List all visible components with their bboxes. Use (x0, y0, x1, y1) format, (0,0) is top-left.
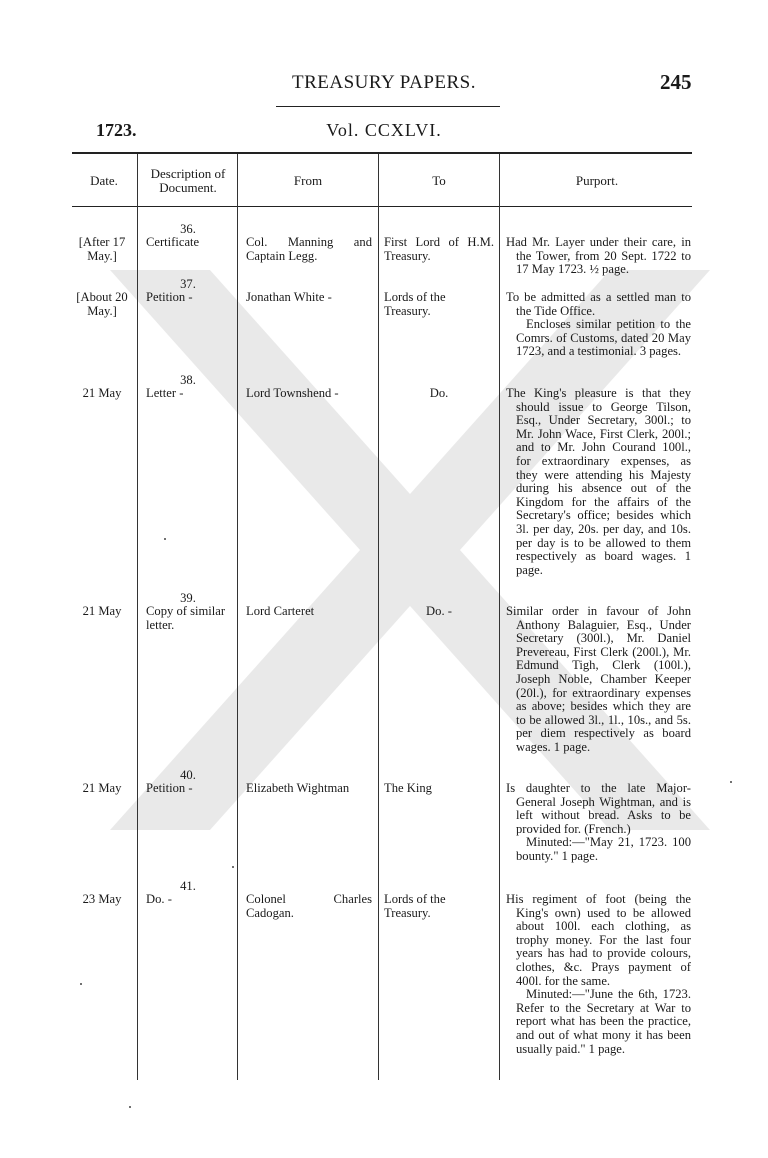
header-rule (276, 106, 500, 107)
scan-speck (730, 781, 732, 783)
entry-from: Jonathan White - (246, 290, 332, 304)
table-top-rule (72, 152, 692, 154)
entry-to: Lords of the Treasury. (384, 892, 446, 920)
entry-date: 21 May (82, 604, 122, 618)
entry-number: 41. (180, 879, 196, 893)
entry-from: Colonel Charles Cadogan. (246, 892, 372, 920)
year: 1723. (96, 120, 137, 140)
entry-purport (506, 782, 691, 864)
entry-number: 38. (180, 373, 196, 387)
purport-paragraph: The King's pleasure is that they should issue to George Tilson, Esq., Under Secretary, 300l.; to Mr. John Wace, First Clerk, 200l.; and to Mr. John Courand 100l., for extraordinary expenses, as they were attending his Majesty during his absence out of the Kingdom for the affairs of the Secretary's office; besides which 3l. per day, 20s. per day, and 10s. per day is to be allowed to them respectively as board wages. 1 page. (506, 386, 691, 577)
purport-paragraph: To be admitted as a settled man to the Tide Office. (506, 290, 691, 318)
table-head-rule (72, 206, 692, 207)
entry-description: Certificate (146, 235, 200, 249)
entry-date: [About 20 May.] (76, 290, 128, 318)
entry-description: Letter - (146, 386, 184, 400)
entry-number: 37. (180, 277, 196, 291)
entry-to: Do. (429, 386, 449, 400)
column-header-description: Description of Document. (150, 166, 226, 195)
column-divider (137, 154, 138, 1080)
entry-purport (506, 291, 691, 359)
page-number: 245 (660, 70, 692, 94)
entry-date: 21 May (82, 386, 122, 400)
scan-speck (129, 1106, 131, 1108)
volume: Vol. CCXLVI. (326, 120, 442, 140)
purport-paragraph: Minuted:—"May 21, 1723. 100 bounty." 1 page. (516, 835, 691, 863)
scan-speck (80, 983, 82, 985)
purport-paragraph: Had Mr. Layer under their care, in the Tower, from 20 Sept. 1722 to 17 May 1723. ½ page. (506, 235, 691, 277)
entry-description: Do. - (146, 892, 172, 906)
column-header-date: Date. (90, 173, 118, 188)
column-divider (237, 154, 238, 1080)
column-header-to: To (432, 173, 446, 188)
entry-to: First Lord of H.M. Treasury. (384, 235, 494, 263)
entry-number: 40. (180, 768, 196, 782)
running-title: TREASURY PAPERS. (292, 72, 476, 93)
purport-paragraph: Encloses similar petition to the Comrs. of Customs, dated 20 May 1723, and a testimonial. 3 pages. (516, 317, 691, 359)
entry-date: 23 May (82, 892, 122, 906)
entry-purport (506, 236, 691, 277)
purport-paragraph: Is daughter to the late Major-General Joseph Wightman, and is left without bread. Asks to be provided for. (French.) (506, 781, 691, 836)
purport-paragraph: Minuted:—"June the 6th, 1723. Refer to the Secretary at War to report what has been the practice, and out of what mony it has been usually paid." 1 page. (516, 987, 691, 1056)
purport-paragraph: Similar order in favour of John Anthony Balaguier, Esq., Under Secretary (300l.), Mr. Daniel Prevereau, First Clerk (200l.), Mr. Edmund Tigh, Clerk (100l.), Joseph Noble, Chamber Keeper (20l.), for extraordinary expenses as above; besides which they are to be allowed 3l., 1l., 10s., and 5s. per diem respectively as board wages. 1 page. (506, 604, 691, 754)
entry-number: 36. (180, 222, 196, 236)
entry-purport (506, 387, 691, 577)
column-header-purport: Purport. (575, 173, 619, 188)
entry-purport (506, 893, 691, 1056)
column-divider (378, 154, 379, 1080)
purport-paragraph: His regiment of foot (being the King's own) used to be allowed about 100l. each clothing, as trophy money. For the last four years has had to provide colours, clothes, &c. Prays payment of 400l. for the same. (506, 892, 691, 988)
entry-from: Col. Manning and Captain Legg. (246, 235, 372, 263)
entry-from: Lord Carteret (246, 604, 315, 618)
entry-date: [After 17 May.] (78, 235, 126, 263)
scan-speck (164, 538, 166, 540)
entry-to: Lords of the Treasury. (384, 290, 446, 318)
column-divider (499, 154, 500, 1080)
entry-number: 39. (180, 591, 196, 605)
entry-description: Petition - (146, 781, 193, 795)
entry-from: Lord Townshend - (246, 386, 339, 400)
scan-speck (232, 866, 234, 868)
entry-to: Do. - (426, 604, 452, 618)
column-header-from: From (293, 173, 323, 188)
entry-from: Elizabeth Wightman (246, 781, 350, 795)
entry-to: The King (384, 781, 432, 795)
entry-purport (506, 605, 691, 755)
entry-description: Petition - (146, 290, 193, 304)
entry-description: Copy of similar letter. (146, 604, 226, 632)
entry-date: 21 May (82, 781, 122, 795)
